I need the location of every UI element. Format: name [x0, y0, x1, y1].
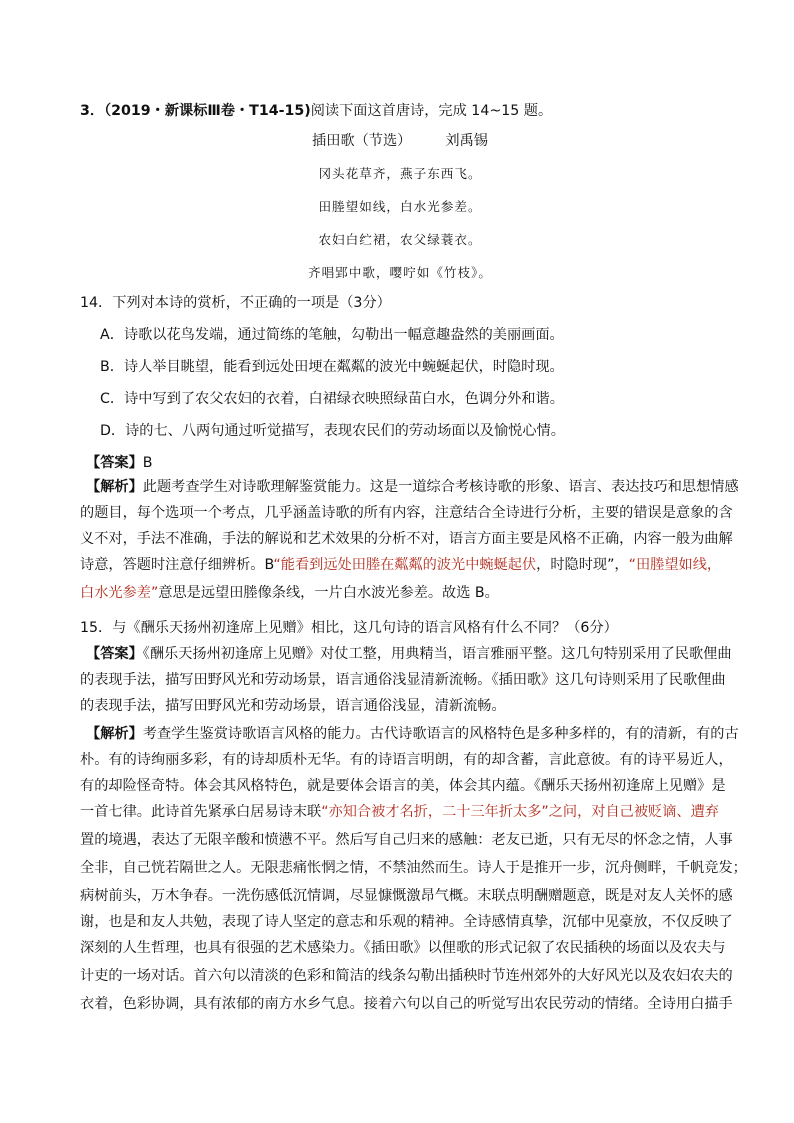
quoted-text: ，二十三年折太多”之问，对自己被贬谪、遭弃 [427, 804, 719, 820]
q14-analysis-line-1 [86, 477, 739, 497]
answer-tag: 【答案】 [86, 455, 143, 471]
quoted-text: “亦知合被才名折 [321, 804, 428, 820]
q15-analysis-line-1 [86, 724, 739, 744]
question-14-stem: 14．下列对本诗的赏析，不正确的一项是（3分） [80, 295, 391, 311]
question-3-header [80, 101, 720, 121]
q14-analysis-line-4 [80, 555, 720, 575]
analysis-text: ，时隐时现”， [536, 557, 629, 573]
q15-analysis-line-4 [80, 802, 720, 822]
question-source: （2019・新课标Ⅲ卷・T14-15) [104, 103, 311, 119]
q14-answer [86, 453, 726, 473]
poem-heading [80, 131, 720, 151]
answer-value: B [142, 455, 153, 471]
q15-analysis-line-3: 有的却险怪奇特。体会其风格特色，就是要体会语言的美，体会其内蕴。《酬乐天扬州初逢席上见赠》是 [80, 778, 726, 794]
analysis-text: 考查学生鉴赏诗歌语言风格的能力。古代诗歌语言的风格特色是多种多样的，有的清新，有的古 [142, 726, 739, 742]
analysis-tag: 【解析】 [86, 479, 143, 495]
option-a: A．诗歌以花鸟发端，通过简练的笔触，勾勒出一幅意趣盎然的美丽画面。 [100, 327, 564, 343]
q15-analysis-line-2: 朴。有的诗绚丽多彩，有的诗却质朴无华。有的诗语言明朗，有的却含蓄，言此意彼。有的诗平易近人， [80, 752, 733, 768]
q15-analysis-line-9: 深刻的人生哲理，也具有很强的艺术感染力。《插田歌》以俚歌的形式记叙了农民插秧的场面以及农夫与 [80, 940, 726, 956]
q14-analysis-line-2: 的题目，每个选项一个考点，几乎涵盖诗歌的所有内容，注意结合全诗进行分析，主要的错误是意象的含 [80, 505, 733, 521]
q15-analysis-line-10: 计吏的一场对话。首六句以清淡的色彩和简洁的线条勾勒出插秧时节连州郊外的大好风光以及农妇农夫的 [80, 968, 733, 984]
analysis-tag: 【解析】 [86, 726, 143, 742]
q15-analysis-line-6: 全非，自己恍若隔世之人。无限悲痛怅惘之情，不禁油然而生。诗人于是推开一步，沉舟侧畔，千帆竞发； [80, 860, 747, 876]
q15-analysis-line-5: 置的境遇，表达了无限辛酸和愤懑不平。然后写自己归来的感触：老友已逝，只有无尽的怀念之情，人事 [80, 832, 733, 848]
option-d: D．诗的七、八两句通过听觉描写，表现农民们的劳动场面以及愉悦心情。 [100, 423, 565, 439]
q15-analysis-line-8: 谢，也是和友人共勉，表现了诗人坚定的意志和乐观的精神。全诗感情真挚，沉郁中见豪放，不仅反映了 [80, 914, 733, 930]
question-15-stem: 15．与《酬乐天扬州初逢席上见赠》相比，这几句诗的语言风格有什么不同？（6分） [80, 620, 618, 636]
analysis-text: 意思是远望田塍像条线，一片白水波光参差。故选 B。 [158, 585, 499, 601]
poem-line-2: 田塍望如线，白水光参差。 [318, 199, 482, 214]
poem-line-1: 冈头花草齐，燕子东西飞。 [318, 166, 482, 181]
q15-answer-line-1 [86, 644, 732, 664]
q15-answer-line-3: 的表现手法，描写田野风光和劳动场景，语言通俗浅显，清新流畅。 [80, 698, 506, 714]
q14-analysis-line-5 [80, 583, 720, 603]
answer-text: 《酬乐天扬州初逢席上见赠》对仗工整，用典精当，语言雅丽平整。这几句特别采用了民歌俚曲 [142, 646, 732, 662]
quoted-text: 白水光参差” [80, 585, 159, 601]
poem-line-4: 齐唱郢中歌，嘤咛如《竹枝》。 [307, 265, 492, 280]
question-instruction: 阅读下面这首唐诗，完成 14~15 题。 [310, 103, 553, 119]
q15-analysis-line-11: 衣着，色彩协调，具有浓郁的南方水乡气息。接着六句以自己的听觉写出农民劳动的情绪。全诗用白描手 [80, 996, 733, 1012]
q15-analysis-line-7: 病树前头，万木争春。一洗伤感低沉情调，尽显慷慨激昂气概。末联点明酬赠题意，既是对友人关怀的感 [80, 888, 733, 904]
option-c: C．诗中写到了农父农妇的衣着，白裙绿衣映照绿苗白水，色调分外和谐。 [100, 391, 564, 407]
q14-analysis-line-3: 义不对，手法不准确，手法的解说和艺术效果的分析不对，语言方面主要是风格不正确，内容一般为曲解 [80, 531, 733, 547]
analysis-text: 一首七律。此诗首先紧承白居易诗末联 [80, 804, 322, 820]
quoted-text: “田塍望如线， [628, 557, 722, 573]
answer-tag: 【答案】 [86, 646, 143, 662]
option-b: B．诗人举目眺望，能看到远处田埂在粼粼的波光中蜿蜒起伏，时隐时现。 [100, 359, 564, 375]
question-number: 3． [80, 103, 105, 119]
poem-title: 插田歌（节选） [312, 133, 412, 149]
quoted-text: “能看到远处田塍在粼粼的波光中蜿蜒起伏 [273, 557, 537, 573]
poem-author: 刘禹锡 [445, 133, 488, 149]
q15-answer-line-2: 的表现手法，描写田野风光和劳动场景，语言通俗浅显清新流畅。《插田歌》这几句诗则采用了民歌俚曲 [80, 672, 726, 688]
analysis-text: 诗意，答题时注意仔细辨析。B [80, 557, 274, 573]
analysis-text: 此题考查学生对诗歌理解鉴赏能力。这是一道综合考核诗歌的形象、语言、表达技巧和思想情感 [142, 479, 739, 495]
poem-line-3: 农妇白纻裙，农父绿蓑衣。 [318, 232, 482, 247]
